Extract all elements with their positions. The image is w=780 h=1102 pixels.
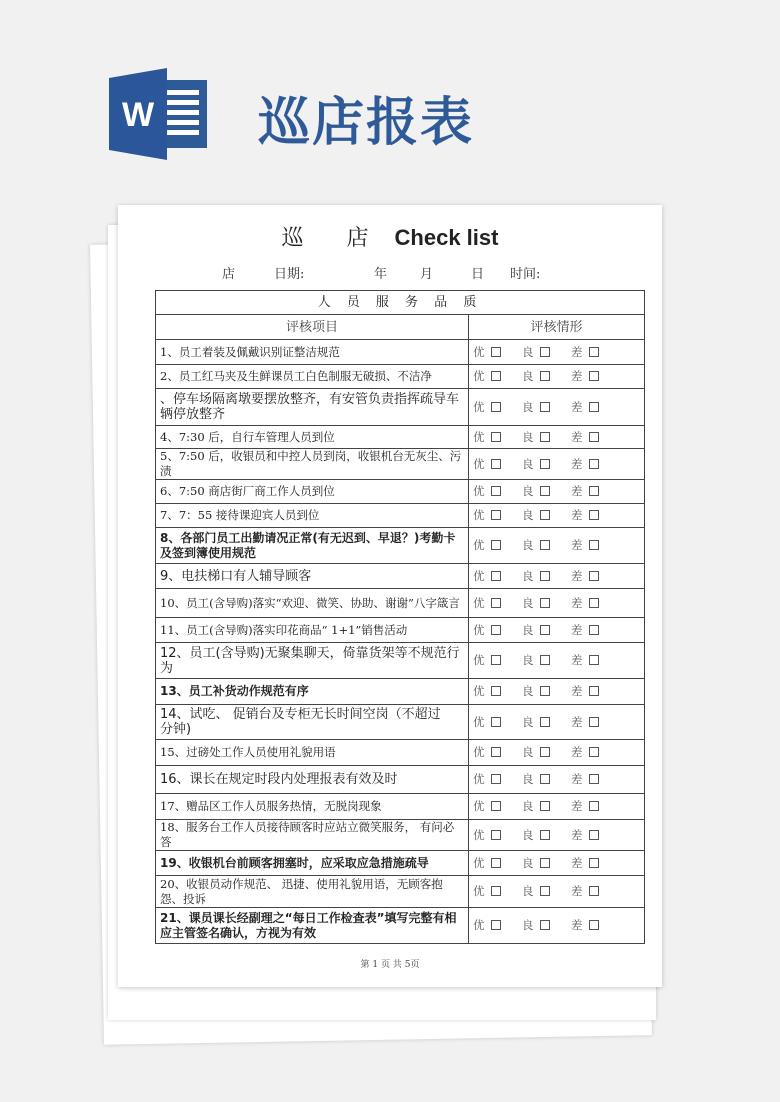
rating-label: 差 [571, 622, 583, 637]
store-label: 店 [222, 267, 236, 282]
rating-option[interactable] [522, 884, 571, 899]
checkbox[interactable] [491, 571, 501, 581]
table-row [156, 449, 645, 480]
rating-option[interactable] [473, 596, 522, 611]
section-title: 人 员 服 务 品 质 [156, 291, 645, 315]
rating-option[interactable] [473, 653, 522, 668]
rating-label: 良 [522, 595, 534, 610]
table-row [156, 766, 645, 794]
checkbox[interactable] [491, 655, 501, 665]
item-text [156, 643, 469, 679]
rating-label: 差 [571, 855, 583, 870]
page-footer: 第 1 页 共 5页 [360, 960, 420, 970]
rating-option[interactable] [571, 484, 620, 499]
rating-option[interactable] [473, 745, 522, 760]
rating-cell [469, 851, 645, 876]
rating-label: 良 [522, 799, 534, 813]
table-row [156, 876, 645, 908]
item-text [156, 766, 469, 794]
checkbox[interactable] [540, 830, 550, 840]
checkbox[interactable] [589, 886, 599, 896]
rating-option[interactable] [473, 457, 522, 472]
checkbox[interactable] [491, 402, 501, 412]
table-row [156, 820, 645, 851]
rating-option[interactable] [522, 772, 571, 787]
rating-option[interactable] [473, 856, 522, 871]
checkbox[interactable] [589, 540, 599, 550]
rating-label: 优 [473, 884, 485, 898]
table-row [156, 589, 645, 618]
rating-label: 差 [571, 745, 583, 759]
table-row [156, 794, 645, 820]
rating-label: 良 [522, 399, 534, 414]
rating-option[interactable] [522, 345, 571, 360]
item-text [156, 851, 469, 876]
rating-option[interactable] [571, 457, 620, 472]
day-label: 日 [471, 267, 485, 282]
rating-label: 差 [571, 714, 583, 729]
rating-option[interactable] [571, 596, 620, 611]
rating-cell [469, 426, 645, 449]
checkbox[interactable] [589, 801, 599, 811]
checkbox[interactable] [589, 402, 599, 412]
item-label: 13、员工补货动作规范有序 [160, 684, 309, 698]
item-text [156, 564, 469, 589]
item-label: 1、员工着装及佩戴识别证整洁规范 [160, 344, 340, 359]
rating-label: 优 [473, 568, 485, 583]
rating-option[interactable] [522, 596, 571, 611]
rating-cell [469, 365, 645, 389]
checkbox[interactable] [589, 371, 599, 381]
checkbox[interactable] [540, 858, 550, 868]
item-text [156, 740, 469, 766]
rating-label: 良 [522, 622, 534, 637]
rating-cell [469, 908, 645, 944]
item-text [156, 876, 469, 908]
rating-label: 良 [522, 827, 534, 842]
rating-label: 优 [473, 595, 485, 610]
rating-option[interactable] [522, 684, 571, 699]
month-label: 月 [420, 267, 434, 282]
rating-label: 差 [571, 568, 583, 583]
checkbox[interactable] [589, 598, 599, 608]
rating-label: 优 [473, 653, 485, 667]
item-text [156, 908, 469, 944]
table-row [156, 740, 645, 766]
rating-label: 优 [473, 429, 485, 444]
rating-label: 良 [522, 538, 534, 552]
item-label: 20、收银员动作规范、 迅捷、使用礼貌用语，无顾客抱怨、投诉 [160, 876, 443, 906]
checkbox[interactable] [540, 347, 550, 357]
item-text [156, 589, 469, 618]
rating-option[interactable] [571, 715, 620, 730]
rating-option[interactable] [473, 430, 522, 445]
time-label: 时间: [510, 267, 541, 282]
table-row [156, 564, 645, 589]
item-text [156, 340, 469, 365]
checkbox[interactable] [540, 655, 550, 665]
rating-option[interactable] [473, 828, 522, 843]
checkbox[interactable] [540, 598, 550, 608]
item-text [156, 449, 469, 480]
checkbox[interactable] [491, 801, 501, 811]
checkbox[interactable] [540, 571, 550, 581]
rating-option[interactable] [473, 569, 522, 584]
checkbox[interactable] [540, 371, 550, 381]
title-zh: 巡 店 [281, 226, 387, 251]
rating-label: 良 [522, 714, 534, 729]
rating-label: 差 [571, 508, 583, 522]
rating-option[interactable] [473, 538, 522, 553]
item-text [156, 389, 469, 426]
item-label: 15、过磅处工作人员使用礼貌用语 [160, 745, 336, 759]
checkbox[interactable] [491, 347, 501, 357]
checkbox[interactable] [589, 747, 599, 757]
checkbox[interactable] [491, 486, 501, 496]
checkbox[interactable] [540, 402, 550, 412]
checkbox[interactable] [491, 886, 501, 896]
rating-label: 优 [473, 745, 485, 759]
rating-option[interactable] [473, 484, 522, 499]
item-label: 12、员工(含导购)无聚集聊天，倚靠货架等不规范行为 [160, 645, 460, 676]
table-row [156, 389, 645, 426]
rating-label: 优 [473, 918, 485, 932]
checkbox[interactable] [589, 571, 599, 581]
checkbox[interactable] [491, 774, 501, 784]
rating-cell [469, 528, 645, 564]
checkbox[interactable] [491, 686, 501, 696]
checkbox[interactable] [491, 858, 501, 868]
rating-option[interactable] [571, 569, 620, 584]
rating-option[interactable] [571, 345, 620, 360]
rating-label: 良 [522, 508, 534, 522]
rating-label: 差 [571, 399, 583, 414]
rating-option[interactable] [473, 400, 522, 415]
rating-option[interactable] [571, 684, 620, 699]
rating-label: 良 [522, 429, 534, 444]
rating-label: 优 [473, 538, 485, 552]
rating-label: 良 [522, 568, 534, 583]
rating-label: 差 [571, 653, 583, 667]
table-row [156, 643, 645, 679]
rating-option[interactable] [571, 623, 620, 638]
checkbox[interactable] [491, 459, 501, 469]
rating-option[interactable] [473, 918, 522, 933]
item-text [156, 679, 469, 705]
rating-option[interactable] [522, 828, 571, 843]
rating-cell [469, 504, 645, 528]
rating-label: 优 [473, 344, 485, 359]
checkbox[interactable] [540, 886, 550, 896]
table-row [156, 528, 645, 564]
rating-label: 优 [473, 855, 485, 870]
checkbox[interactable] [491, 510, 501, 520]
rating-option[interactable] [473, 715, 522, 730]
table-row [156, 426, 645, 449]
rating-option[interactable] [571, 772, 620, 787]
table-row [156, 340, 645, 365]
item-label: 21、课员课长经副理之“每日工作检查表”填写完整有相应主管签名确认，方视为有效 [160, 910, 457, 940]
item-label: 9、电扶梯口有人辅导顾客 [160, 568, 312, 584]
rating-label: 差 [571, 827, 583, 842]
rating-cell [469, 740, 645, 766]
checkbox[interactable] [540, 432, 550, 442]
item-text [156, 426, 469, 449]
rating-option[interactable] [571, 430, 620, 445]
title-en: Check list [394, 225, 499, 250]
word-logo-icon [109, 68, 209, 160]
rating-cell [469, 589, 645, 618]
rating-option[interactable] [571, 538, 620, 553]
checkbox[interactable] [540, 774, 550, 784]
rating-cell [469, 449, 645, 480]
rating-label: 差 [571, 456, 583, 471]
item-text [156, 504, 469, 528]
item-text [156, 618, 469, 643]
rating-label: 良 [522, 484, 534, 498]
rating-label: 优 [473, 799, 485, 813]
rating-option[interactable] [522, 918, 571, 933]
rating-option[interactable] [473, 799, 522, 814]
rating-label: 良 [522, 456, 534, 471]
rating-label: 良 [522, 344, 534, 359]
rating-label: 优 [473, 369, 485, 383]
checkbox[interactable] [491, 747, 501, 757]
rating-option[interactable] [522, 623, 571, 638]
rating-cell [469, 794, 645, 820]
hero-title: 巡店报表 [258, 92, 475, 153]
rating-cell [469, 480, 645, 504]
rating-option[interactable] [571, 369, 620, 384]
checkbox[interactable] [589, 655, 599, 665]
checkbox[interactable] [540, 717, 550, 727]
checkbox[interactable] [540, 801, 550, 811]
document-page [118, 205, 662, 987]
rating-option[interactable] [571, 745, 620, 760]
rating-label: 良 [522, 918, 534, 932]
rating-label: 良 [522, 369, 534, 383]
checkbox[interactable] [491, 920, 501, 930]
rating-label: 良 [522, 772, 534, 786]
checkbox[interactable] [589, 858, 599, 868]
rating-option[interactable] [473, 508, 522, 523]
rating-label: 优 [473, 714, 485, 729]
checkbox[interactable] [491, 830, 501, 840]
checkbox[interactable] [589, 347, 599, 357]
rating-label: 差 [571, 884, 583, 898]
rating-cell [469, 820, 645, 851]
table-row [156, 365, 645, 389]
rating-label: 差 [571, 595, 583, 610]
checkbox[interactable] [589, 774, 599, 784]
checkbox[interactable] [491, 432, 501, 442]
rating-label: 优 [473, 827, 485, 842]
rating-cell [469, 340, 645, 365]
checkbox[interactable] [589, 830, 599, 840]
item-label: 17、赠品区工作人员服务热情，无脱岗现象 [160, 799, 382, 813]
rating-label: 差 [571, 799, 583, 813]
rating-label: 优 [473, 508, 485, 522]
rating-label: 差 [571, 772, 583, 786]
checkbox[interactable] [540, 459, 550, 469]
item-label: 2、员工红马夹及生鲜课员工白色制服无破损、不洁净 [160, 369, 432, 383]
rating-label: 优 [473, 399, 485, 414]
checklist-table [155, 290, 645, 944]
item-text [156, 820, 469, 851]
rating-cell [469, 876, 645, 908]
item-label: 6、7:50 商店街厂商工作人员到位 [160, 484, 335, 498]
rating-option[interactable] [571, 508, 620, 523]
table-row [156, 480, 645, 504]
document-title [118, 221, 662, 252]
table-row [156, 705, 645, 740]
rating-label: 差 [571, 918, 583, 932]
year-label: 年 [374, 267, 388, 282]
rating-option[interactable] [522, 538, 571, 553]
checkbox[interactable] [589, 686, 599, 696]
item-text [156, 480, 469, 504]
rating-label: 差 [571, 538, 583, 552]
rating-label: 差 [571, 344, 583, 359]
rating-option[interactable] [522, 653, 571, 668]
rating-label: 差 [571, 369, 583, 383]
checkbox[interactable] [589, 510, 599, 520]
checkbox[interactable] [491, 598, 501, 608]
rating-cell [469, 643, 645, 679]
rating-label: 良 [522, 745, 534, 759]
rating-label: 优 [473, 456, 485, 471]
rating-label: 良 [522, 684, 534, 698]
checkbox[interactable] [540, 920, 550, 930]
rating-option[interactable] [571, 799, 620, 814]
rating-label: 优 [473, 684, 485, 698]
checkbox[interactable] [589, 920, 599, 930]
rating-label: 良 [522, 884, 534, 898]
table-row [156, 679, 645, 705]
rating-label: 优 [473, 484, 485, 498]
rating-option[interactable] [522, 715, 571, 730]
rating-option[interactable] [522, 569, 571, 584]
table-row [156, 851, 645, 876]
checkbox[interactable] [540, 747, 550, 757]
rating-option[interactable] [473, 772, 522, 787]
item-label: 16、课长在规定时段内处理报表有效及时 [160, 772, 398, 787]
rating-option[interactable] [522, 799, 571, 814]
rating-option[interactable] [571, 828, 620, 843]
item-label: 8、各部门员工出勤请况正常(有无迟到、早退？)考勤卡及签到簿使用规范 [160, 530, 456, 560]
rating-cell [469, 766, 645, 794]
item-label: 14、试吃、 促销台及专柜无长时间空岗（不超过 分钟) [160, 707, 467, 737]
rating-option[interactable] [522, 856, 571, 871]
item-text [156, 705, 469, 740]
rating-label: 差 [571, 684, 583, 698]
checkbox[interactable] [589, 486, 599, 496]
checkbox[interactable] [491, 717, 501, 727]
rating-label: 优 [473, 772, 485, 786]
checkbox[interactable] [589, 625, 599, 635]
rating-option[interactable] [473, 884, 522, 899]
rating-option[interactable] [522, 745, 571, 760]
item-label: 11、员工(含导购)落实印花商品“ 1+1”销售活动 [160, 622, 408, 637]
rating-label: 良 [522, 653, 534, 667]
checkbox[interactable] [540, 540, 550, 550]
item-label: 5、7:50 后，收银员和中控人员到岗，收银机台无灰尘、污渍 [160, 449, 462, 478]
item-text [156, 794, 469, 820]
rating-option[interactable] [473, 369, 522, 384]
rating-label: 良 [522, 855, 534, 870]
rating-cell [469, 389, 645, 426]
item-label: 4、7:30 后，自行车管理人员到位 [160, 429, 335, 444]
rating-cell [469, 564, 645, 589]
checkbox[interactable] [540, 686, 550, 696]
item-label: 、停车场隔离墩要摆放整齐，有安管负责指挥疏导车辆停放整齐 [160, 392, 460, 422]
rating-option[interactable] [522, 400, 571, 415]
rating-option[interactable] [522, 430, 571, 445]
item-label: 18、服务台工作人员接待顾客时应站立微笑服务， 有问必答 [160, 820, 455, 849]
rating-label: 差 [571, 484, 583, 498]
rating-option[interactable] [473, 684, 522, 699]
svg-text:W: W [121, 96, 155, 134]
table-row [156, 618, 645, 643]
item-label: 7、7：55 接待课迎宾人员到位 [160, 508, 320, 522]
rating-option[interactable] [571, 653, 620, 668]
rating-option[interactable] [522, 457, 571, 472]
rating-label: 优 [473, 622, 485, 637]
item-label: 19、收银机台前顾客拥塞时，应采取应急措施疏导 [160, 855, 429, 870]
table-row [156, 908, 645, 944]
checkbox[interactable] [589, 459, 599, 469]
rating-option[interactable] [522, 484, 571, 499]
rating-option[interactable] [473, 623, 522, 638]
column-header-rating: 评核情形 [469, 315, 645, 340]
rating-option[interactable] [571, 884, 620, 899]
checkbox[interactable] [491, 625, 501, 635]
date-label: 日期: [274, 267, 305, 282]
rating-cell [469, 618, 645, 643]
rating-cell [469, 679, 645, 705]
item-text [156, 528, 469, 564]
rating-option[interactable] [571, 918, 620, 933]
rating-cell [469, 705, 645, 740]
rating-label: 差 [571, 429, 583, 444]
checkbox[interactable] [540, 625, 550, 635]
checkbox[interactable] [589, 432, 599, 442]
checkbox[interactable] [491, 371, 501, 381]
rating-option[interactable] [522, 369, 571, 384]
column-header-item: 评核项目 [156, 315, 469, 340]
rating-option[interactable] [522, 508, 571, 523]
rating-option[interactable] [571, 856, 620, 871]
table-row [156, 504, 645, 528]
checkbox[interactable] [540, 510, 550, 520]
rating-option[interactable] [571, 400, 620, 415]
rating-option[interactable] [473, 345, 522, 360]
item-label: 10、员工(含导购)落实“欢迎、微笑、协助、谢谢”八字箴言 [160, 595, 460, 610]
checkbox[interactable] [589, 717, 599, 727]
checkbox[interactable] [491, 540, 501, 550]
checkbox[interactable] [540, 486, 550, 496]
item-text [156, 365, 469, 389]
